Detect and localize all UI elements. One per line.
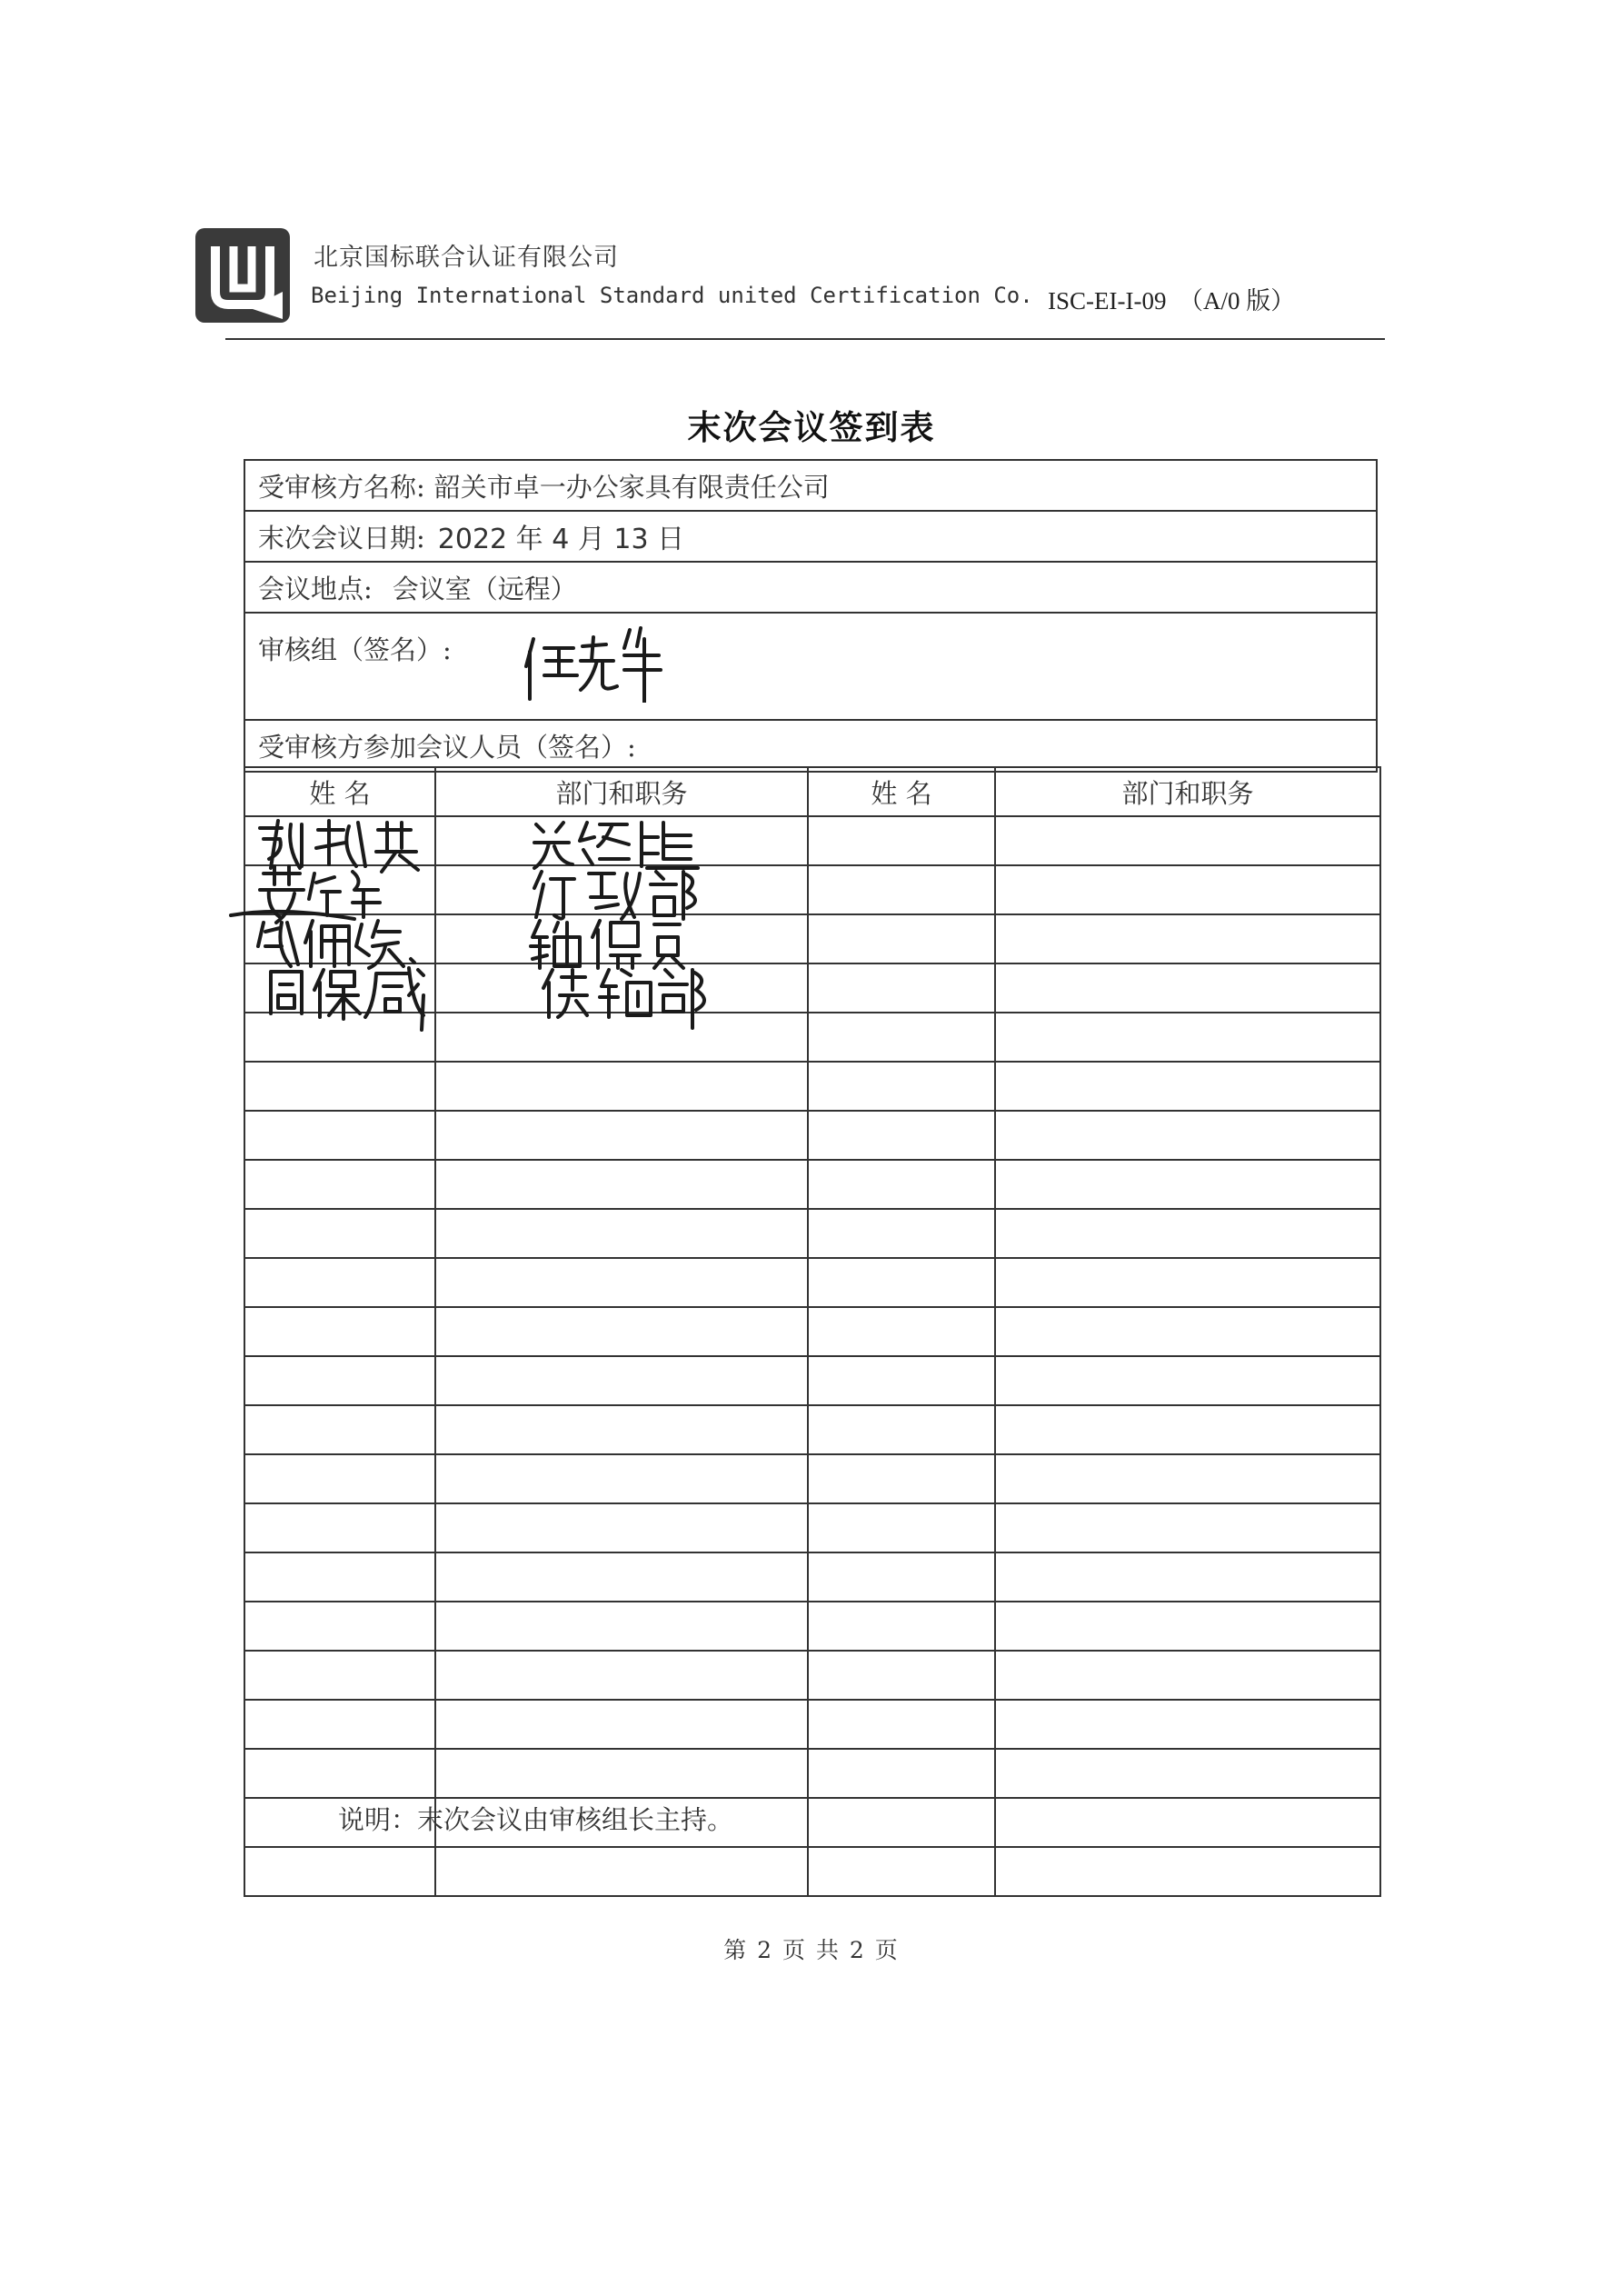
meeting-location-row [245,563,1376,614]
table-row [244,816,1380,865]
auditee-row [245,461,1376,512]
table-row [244,1160,1380,1209]
table-row [244,1307,1380,1356]
audit-team-signature [523,621,677,703]
position-cell [435,816,808,865]
attendee-position-4 [536,959,718,1032]
document-header [195,221,1377,348]
meeting-location-label: 会议地点: [258,573,373,604]
auditee-value: 韶关市卓一办公家具有限责任公司 [433,471,830,503]
name-header-left: 姓 名 [244,767,435,816]
header-divider [225,338,1385,340]
position-cell [435,914,808,963]
table-header-row [244,767,1380,816]
table-row [244,1454,1380,1503]
table-row [244,963,1380,1013]
company-name-en: Beijing International Standard united Certification Co. [311,283,1033,308]
table-row [244,1356,1380,1405]
attendance-table [244,766,1381,1897]
page-number: 第 2 页 共 2 页 [723,1937,900,1963]
table-row [244,1209,1380,1258]
audit-team-label: 审核组（签名）: [258,634,452,665]
signature-cell [244,865,435,914]
position-cell [435,963,808,1013]
audit-team-row [245,614,1376,721]
company-name-cn: 北京国标联合认证有限公司 [314,244,619,272]
table-row [244,1651,1380,1700]
table-row [244,1111,1380,1160]
name-header-right: 姓 名 [808,767,995,816]
meeting-info-form [244,459,1378,773]
meeting-date-label: 末次会议日期: [258,522,425,554]
table-row [244,1700,1380,1749]
table-row [244,865,1380,914]
position-header-right: 部门和职务 [995,767,1380,816]
table-row [244,1552,1380,1602]
table-row [244,1847,1380,1896]
auditee-label: 受审核方名称: [258,471,425,503]
attendees-label: 受审核方参加会议人员（签名）: [258,732,636,763]
page-title: 末次会议签到表 [687,408,936,447]
attendees-row [245,721,1376,773]
table-row [244,914,1380,963]
meeting-date-row [245,512,1376,563]
company-logo-icon [195,228,290,323]
footer-note: 说明：末次会议由审核组长主持。 [338,1804,734,1835]
table-row [244,1405,1380,1454]
position-header-left: 部门和职务 [435,767,808,816]
table-row [244,1062,1380,1111]
signature-cell [244,816,435,865]
meeting-location-value: 会议室（远程） [392,573,577,604]
table-row [244,1602,1380,1651]
table-row [244,1749,1380,1798]
document-code: ISC-EI-I-09 （A/0 版） [1048,287,1296,314]
table-row [244,1503,1380,1552]
position-cell [435,865,808,914]
meeting-date-value: 2022 年 4 月 13 日 [437,524,685,555]
signature-cell [244,914,435,963]
signature-cell [244,963,435,1013]
table-row [244,1258,1380,1307]
